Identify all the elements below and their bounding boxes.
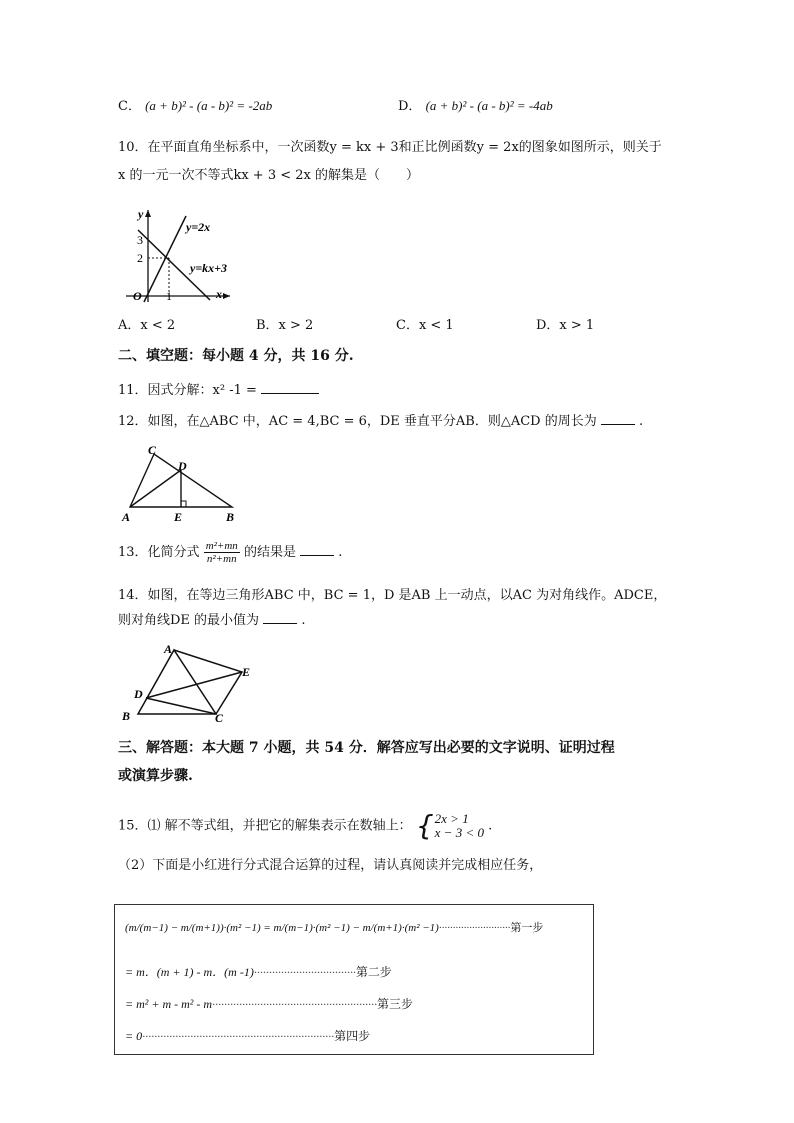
q9-option-d — [398, 98, 553, 115]
q14-figure — [118, 640, 264, 724]
q14-segments-ae-ec — [174, 650, 242, 714]
q15-step4-dots: ································································ — [142, 1029, 335, 1043]
q15-system-end: . — [488, 818, 493, 834]
q12-text: 12．如图，在△ABC 中，AC = 4,BC = 6，DE 垂直平分AB．则△ACD 的周长为 — [118, 414, 597, 429]
q15-system-row2: x − 3 < 0 — [434, 825, 484, 840]
q10-option-a: A．x < 2 — [118, 318, 176, 333]
q10-y-axis-arrow-icon — [145, 210, 151, 217]
q10-tick-3: 3 — [137, 233, 143, 247]
q15-inequality-system — [415, 809, 484, 842]
q10-label-x: x — [216, 287, 222, 301]
q14-label-c: C — [215, 711, 224, 724]
q13-text-mid: 的结果是 — [243, 545, 296, 561]
q10-tick-1: 1 — [166, 289, 172, 303]
q13-text-end: . — [338, 545, 343, 561]
q10-label-line1: y=2x — [186, 220, 211, 234]
q12-answer-blank — [601, 412, 635, 425]
q11-text: 11．因式分解：x² -1 = — [118, 383, 257, 398]
q14-label-a: A — [164, 642, 173, 656]
q15-step1-expr: (m/(m−1) − m/(m+1))·(m² −1) = m/(m−1)·(m² −1) − m/(m+1)·(m² −1) — [125, 922, 439, 934]
q13-numerator: m²+mn — [205, 540, 238, 552]
q15-step2-dots: ·································· — [253, 965, 356, 979]
q15-part1 — [118, 809, 493, 842]
q12-label-d: D — [178, 459, 187, 473]
q10-label-y: y — [138, 207, 144, 221]
q14-label-b: B — [122, 709, 131, 723]
q15-step4-label: 第四步 — [334, 1029, 371, 1043]
section-2-title: 二、填空题：每小题 4 分，共 16 分. — [118, 348, 354, 364]
q10-tick-2: 2 — [137, 251, 143, 265]
q10-option-b: B．x > 2 — [256, 318, 314, 333]
q10-x-axis-arrow-icon — [223, 293, 230, 299]
q15-step3-expr: = m² + m - m² - m — [125, 997, 213, 1011]
q10-option-c: C．x < 1 — [396, 318, 454, 333]
q15-step3-dots: ······················································· — [212, 997, 378, 1011]
q9-option-c-label: C． — [118, 99, 141, 114]
q12 — [118, 412, 643, 430]
q11 — [118, 381, 319, 399]
q10-line-y-2x — [144, 216, 186, 302]
q10-option-d: D．x > 1 — [536, 318, 595, 333]
q15-step3 — [125, 995, 413, 1012]
q10-text-line2: x 的一元一次不等式kx + 3 < 2x 的解集是（ ） — [118, 168, 419, 183]
q10-graph-figure — [118, 204, 258, 304]
q13-answer-blank — [300, 543, 334, 556]
q12-label-a: A — [122, 510, 131, 524]
q15-system-row1: 2x > 1 — [434, 811, 469, 827]
q15-part2-text: （2）下面是小红进行分式混合运算的过程，请认真阅读并完成相应任务， — [118, 858, 543, 873]
q15-step3-label: 第三步 — [377, 997, 414, 1011]
q14-text-line1: 14．如图，在等边三角形ABC 中，BC = 1，D 是AB 上一动点，以AC 为对角线作。ADCE， — [118, 588, 667, 603]
q15-step1-dots: ·························· — [438, 922, 511, 934]
q14-answer-blank — [263, 611, 297, 624]
q13 — [118, 540, 342, 565]
q15-step4 — [125, 1027, 370, 1044]
q14-line2 — [118, 611, 305, 629]
q15-step1-label: 第一步 — [510, 922, 544, 934]
q9-option-d-expr: (a + b)² - (a - b)² = -4ab — [425, 98, 553, 113]
q12-label-e: E — [174, 510, 183, 524]
q13-denominator: n²+mn — [206, 553, 237, 566]
section-3-title-line2: 或演算步骤. — [118, 768, 193, 784]
q14-text-line2: 则对角线DE 的最小值为 — [118, 613, 260, 628]
q15-computation-box — [114, 904, 594, 1055]
q12-right-angle-mark — [181, 501, 186, 507]
q15-part1-text: 15．⑴ 解不等式组，并把它的解集表示在数轴上： — [118, 818, 412, 834]
q14-label-e: E — [242, 665, 251, 679]
q14-segment-dc — [146, 698, 216, 714]
q10-label-origin: O — [133, 289, 142, 303]
q15-step2-expr: = m．(m + 1) - m．(m -1) — [125, 965, 254, 979]
q12-label-c: C — [148, 443, 157, 457]
q9-option-c-expr: (a + b)² - (a - b)² = -2ab — [145, 98, 273, 113]
q11-answer-blank — [261, 381, 319, 394]
q15-step4-expr: = 0 — [125, 1029, 143, 1043]
q9-option-d-label: D． — [398, 99, 422, 114]
q13-text: 13．化简分式 — [118, 545, 200, 561]
q12-triangle-figure — [118, 442, 242, 524]
q15-step1 — [125, 919, 543, 935]
q14-text-line2-end: . — [301, 613, 306, 628]
q10-label-line2: y=kx+3 — [190, 261, 228, 275]
q15-step2-label: 第二步 — [355, 965, 392, 979]
q13-fraction — [204, 540, 240, 565]
section-3-title-line1: 三、解答题：本大题 7 小题，共 54 分．解答应写出必要的文字说明、证明过程 — [118, 740, 615, 756]
q9-option-c — [118, 98, 272, 115]
q15-step2 — [125, 963, 392, 980]
q10-text-line1: 10．在平面直角坐标系中，一次函数y = kx + 3和正比例函数y = 2x的图象如图所示，则关于 — [118, 140, 662, 155]
q14-label-d: D — [134, 687, 143, 701]
q15-brace-icon: { — [415, 809, 434, 842]
q12-text-end: . — [639, 414, 644, 429]
q12-label-b: B — [226, 510, 235, 524]
